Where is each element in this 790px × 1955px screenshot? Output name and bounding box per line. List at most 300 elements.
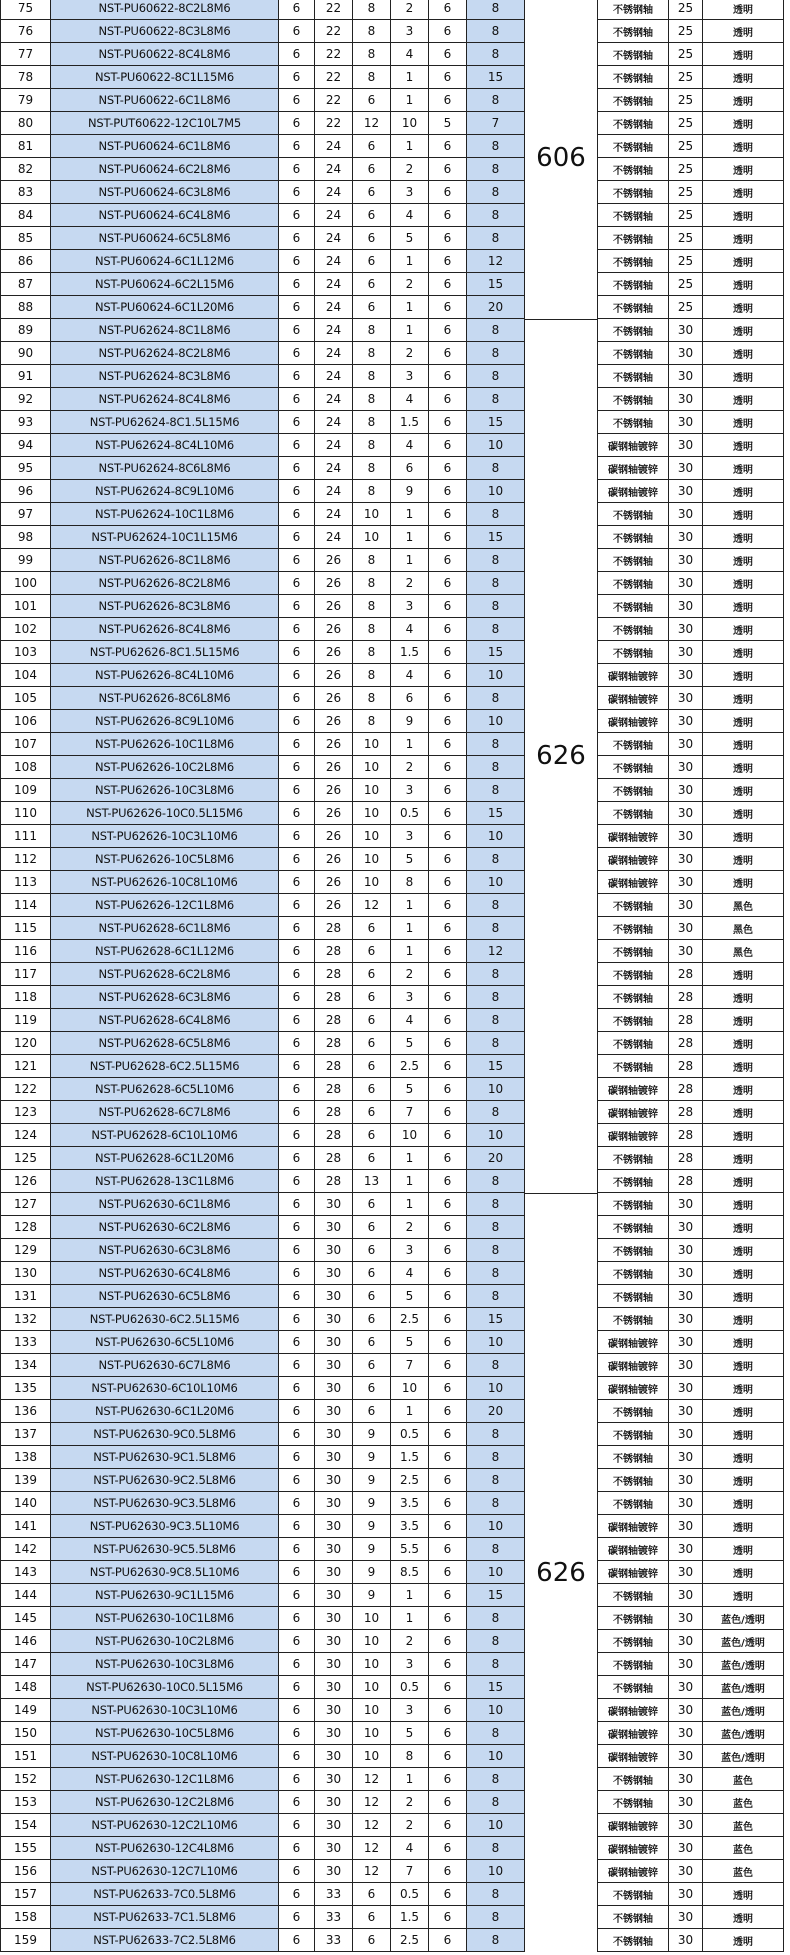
row-number-cell: 115 — [0, 917, 51, 940]
dim-b-cell: 30 — [315, 1400, 353, 1423]
table-row — [0, 1492, 790, 1515]
dim-c-cell: 6 — [353, 963, 391, 986]
dim-a-cell: 6 — [279, 1101, 315, 1124]
dim-f-cell: 8 — [467, 1285, 525, 1308]
table-row — [0, 411, 790, 434]
dim-g-cell: 30 — [669, 457, 703, 480]
dim-f-cell: 10 — [467, 1699, 525, 1722]
dim-b-cell: 28 — [315, 1124, 353, 1147]
shaft-material-cell: 不锈钢轴 — [597, 1469, 669, 1492]
dim-a-cell: 6 — [279, 1929, 315, 1952]
dim-d-cell: 5 — [391, 1078, 429, 1101]
dim-g-cell: 25 — [669, 135, 703, 158]
shaft-material-cell: 不锈钢轴 — [597, 526, 669, 549]
dim-g-cell: 30 — [669, 1262, 703, 1285]
dim-e-cell: 6 — [429, 825, 467, 848]
dim-a-cell: 6 — [279, 1561, 315, 1584]
color-cell: 透明 — [703, 66, 784, 89]
dim-f-cell: 8 — [467, 1791, 525, 1814]
dim-g-cell: 28 — [669, 1124, 703, 1147]
dim-g-cell: 30 — [669, 1630, 703, 1653]
dim-d-cell: 2 — [391, 0, 429, 20]
dim-g-cell: 30 — [669, 1653, 703, 1676]
table-row — [0, 1055, 790, 1078]
dim-e-cell: 6 — [429, 1354, 467, 1377]
table-row — [0, 848, 790, 871]
row-number-cell: 124 — [0, 1124, 51, 1147]
dim-a-cell: 6 — [279, 1170, 315, 1193]
dim-a-cell: 6 — [279, 319, 315, 342]
table-row — [0, 549, 790, 572]
dim-e-cell: 5 — [429, 112, 467, 135]
dim-e-cell: 6 — [429, 1078, 467, 1101]
dim-c-cell: 10 — [353, 1745, 391, 1768]
dim-c-cell: 6 — [353, 1124, 391, 1147]
dim-f-cell: 10 — [467, 1515, 525, 1538]
dim-e-cell: 6 — [429, 1584, 467, 1607]
row-number-cell: 77 — [0, 43, 51, 66]
dim-f-cell: 10 — [467, 664, 525, 687]
dim-b-cell: 26 — [315, 618, 353, 641]
part-code-cell: NST-PU62630-9C8.5L10M6 — [51, 1561, 279, 1584]
color-cell: 蓝色 — [703, 1791, 784, 1814]
table-row — [0, 158, 790, 181]
dim-e-cell: 6 — [429, 250, 467, 273]
dim-f-cell: 10 — [467, 1561, 525, 1584]
dim-f-cell: 15 — [467, 526, 525, 549]
row-number-cell: 120 — [0, 1032, 51, 1055]
dim-c-cell: 10 — [353, 848, 391, 871]
dim-b-cell: 30 — [315, 1607, 353, 1630]
shaft-material-cell: 不锈钢轴 — [597, 733, 669, 756]
dim-e-cell: 6 — [429, 1446, 467, 1469]
dim-d-cell: 1.5 — [391, 1906, 429, 1929]
dim-d-cell: 4 — [391, 388, 429, 411]
dim-a-cell: 6 — [279, 664, 315, 687]
dim-e-cell: 6 — [429, 1699, 467, 1722]
dim-d-cell: 10 — [391, 1377, 429, 1400]
part-code-cell: NST-PU62630-10C5L8M6 — [51, 1722, 279, 1745]
dim-f-cell: 7 — [467, 112, 525, 135]
dim-g-cell: 28 — [669, 1032, 703, 1055]
dim-g-cell: 30 — [669, 1791, 703, 1814]
dim-g-cell: 25 — [669, 112, 703, 135]
dim-f-cell: 8 — [467, 227, 525, 250]
dim-e-cell: 6 — [429, 342, 467, 365]
dim-d-cell: 1 — [391, 940, 429, 963]
dim-c-cell: 10 — [353, 756, 391, 779]
dim-a-cell: 6 — [279, 411, 315, 434]
part-code-cell: NST-PU62630-6C1L20M6 — [51, 1400, 279, 1423]
part-code-cell: NST-PU62624-8C1.5L15M6 — [51, 411, 279, 434]
color-cell: 透明 — [703, 1354, 784, 1377]
dim-a-cell: 6 — [279, 1538, 315, 1561]
part-code-cell: NST-PU62626-10C8L10M6 — [51, 871, 279, 894]
dim-g-cell: 30 — [669, 480, 703, 503]
dim-c-cell: 8 — [353, 365, 391, 388]
dim-b-cell: 26 — [315, 687, 353, 710]
dim-c-cell: 6 — [353, 273, 391, 296]
row-number-cell: 78 — [0, 66, 51, 89]
dim-c-cell: 8 — [353, 480, 391, 503]
dim-a-cell: 6 — [279, 1239, 315, 1262]
dim-d-cell: 1 — [391, 549, 429, 572]
dim-f-cell: 10 — [467, 1860, 525, 1883]
dim-g-cell: 30 — [669, 1929, 703, 1952]
color-cell: 透明 — [703, 1469, 784, 1492]
color-cell: 透明 — [703, 1492, 784, 1515]
color-cell: 透明 — [703, 1446, 784, 1469]
dim-g-cell: 30 — [669, 779, 703, 802]
dim-c-cell: 8 — [353, 319, 391, 342]
shaft-material-cell: 碳钢轴镀锌 — [597, 1860, 669, 1883]
dim-a-cell: 6 — [279, 1055, 315, 1078]
color-cell: 透明 — [703, 1009, 784, 1032]
table-row — [0, 434, 790, 457]
row-number-cell: 155 — [0, 1837, 51, 1860]
dim-e-cell: 6 — [429, 273, 467, 296]
row-number-cell: 122 — [0, 1078, 51, 1101]
table-row — [0, 1354, 790, 1377]
dim-c-cell: 8 — [353, 641, 391, 664]
table-row — [0, 1124, 790, 1147]
table-row — [0, 1768, 790, 1791]
dim-g-cell: 28 — [669, 1009, 703, 1032]
part-code-cell: NST-PU62630-9C3.5L10M6 — [51, 1515, 279, 1538]
dim-e-cell: 6 — [429, 1538, 467, 1561]
table-row — [0, 1676, 790, 1699]
shaft-material-cell: 不锈钢轴 — [597, 20, 669, 43]
dim-b-cell: 26 — [315, 894, 353, 917]
dim-a-cell: 6 — [279, 710, 315, 733]
dim-b-cell: 28 — [315, 1032, 353, 1055]
dim-d-cell: 9 — [391, 710, 429, 733]
table-row — [0, 1561, 790, 1584]
dim-a-cell: 6 — [279, 1860, 315, 1883]
shaft-material-cell: 碳钢轴镀锌 — [597, 1561, 669, 1584]
dim-a-cell: 6 — [279, 1768, 315, 1791]
dim-d-cell: 3.5 — [391, 1492, 429, 1515]
dim-g-cell: 25 — [669, 250, 703, 273]
dim-b-cell: 24 — [315, 250, 353, 273]
part-code-cell: NST-PU62626-8C6L8M6 — [51, 687, 279, 710]
shaft-material-cell: 不锈钢轴 — [597, 894, 669, 917]
dim-b-cell: 30 — [315, 1193, 353, 1216]
row-number-cell: 91 — [0, 365, 51, 388]
table-row — [0, 273, 790, 296]
row-number-cell: 147 — [0, 1653, 51, 1676]
dim-c-cell: 9 — [353, 1423, 391, 1446]
dim-g-cell: 30 — [669, 503, 703, 526]
dim-c-cell: 6 — [353, 1906, 391, 1929]
dim-f-cell: 8 — [467, 1446, 525, 1469]
dim-c-cell: 12 — [353, 894, 391, 917]
dim-b-cell: 24 — [315, 365, 353, 388]
row-number-cell: 151 — [0, 1745, 51, 1768]
color-cell: 蓝色 — [703, 1768, 784, 1791]
dim-f-cell: 8 — [467, 204, 525, 227]
dim-e-cell: 6 — [429, 779, 467, 802]
shaft-material-cell: 不锈钢轴 — [597, 1032, 669, 1055]
table-row — [0, 825, 790, 848]
color-cell: 透明 — [703, 825, 784, 848]
dim-f-cell: 10 — [467, 480, 525, 503]
dim-a-cell: 6 — [279, 296, 315, 319]
dim-a-cell: 6 — [279, 894, 315, 917]
part-code-cell: NST-PU62630-9C5.5L8M6 — [51, 1538, 279, 1561]
table-row — [0, 1101, 790, 1124]
dim-g-cell: 30 — [669, 1722, 703, 1745]
table-row — [0, 1446, 790, 1469]
dim-a-cell: 6 — [279, 756, 315, 779]
dim-g-cell: 30 — [669, 802, 703, 825]
dim-d-cell: 1 — [391, 1400, 429, 1423]
color-cell: 透明 — [703, 664, 784, 687]
dim-g-cell: 28 — [669, 1078, 703, 1101]
dim-f-cell: 8 — [467, 20, 525, 43]
row-number-cell: 142 — [0, 1538, 51, 1561]
shaft-material-cell: 不锈钢轴 — [597, 963, 669, 986]
dim-d-cell: 5.5 — [391, 1538, 429, 1561]
shaft-material-cell: 不锈钢轴 — [597, 572, 669, 595]
row-number-cell: 139 — [0, 1469, 51, 1492]
dim-b-cell: 30 — [315, 1584, 353, 1607]
dim-b-cell: 30 — [315, 1860, 353, 1883]
dim-b-cell: 22 — [315, 112, 353, 135]
row-number-cell: 126 — [0, 1170, 51, 1193]
color-cell: 蓝色/透明 — [703, 1745, 784, 1768]
shaft-material-cell: 碳钢轴镀锌 — [597, 871, 669, 894]
dim-d-cell: 5 — [391, 1285, 429, 1308]
color-cell: 透明 — [703, 963, 784, 986]
row-number-cell: 93 — [0, 411, 51, 434]
dim-c-cell: 12 — [353, 112, 391, 135]
dim-d-cell: 4 — [391, 1262, 429, 1285]
dim-g-cell: 30 — [669, 1745, 703, 1768]
dim-d-cell: 2 — [391, 963, 429, 986]
dim-b-cell: 24 — [315, 273, 353, 296]
dim-f-cell: 8 — [467, 503, 525, 526]
part-code-cell: NST-PU62624-8C2L8M6 — [51, 342, 279, 365]
dim-d-cell: 1 — [391, 319, 429, 342]
table-row — [0, 1078, 790, 1101]
dim-e-cell: 6 — [429, 1423, 467, 1446]
row-number-cell: 125 — [0, 1147, 51, 1170]
dim-e-cell: 6 — [429, 1929, 467, 1952]
color-cell: 透明 — [703, 296, 784, 319]
dim-b-cell: 28 — [315, 1101, 353, 1124]
dim-g-cell: 30 — [669, 319, 703, 342]
part-code-cell: NST-PU62633-7C0.5L8M6 — [51, 1883, 279, 1906]
table-row — [0, 1193, 790, 1216]
table-row — [0, 1331, 790, 1354]
dim-d-cell: 1 — [391, 1147, 429, 1170]
dim-a-cell: 6 — [279, 1699, 315, 1722]
row-number-cell: 116 — [0, 940, 51, 963]
series-divider — [525, 1193, 597, 1194]
dim-c-cell: 6 — [353, 158, 391, 181]
color-cell: 透明 — [703, 1538, 784, 1561]
dim-d-cell: 2 — [391, 1814, 429, 1837]
dim-c-cell: 6 — [353, 986, 391, 1009]
dim-e-cell: 6 — [429, 549, 467, 572]
table-row — [0, 1262, 790, 1285]
part-code-cell: NST-PU62624-8C6L8M6 — [51, 457, 279, 480]
row-number-cell: 117 — [0, 963, 51, 986]
shaft-material-cell: 碳钢轴镀锌 — [597, 480, 669, 503]
part-code-cell: NST-PU62626-10C3L8M6 — [51, 779, 279, 802]
part-code-cell: NST-PU62630-6C4L8M6 — [51, 1262, 279, 1285]
part-code-cell: NST-PU62630-6C10L10M6 — [51, 1377, 279, 1400]
dim-f-cell: 8 — [467, 1883, 525, 1906]
table-row — [0, 227, 790, 250]
dim-g-cell: 30 — [669, 1538, 703, 1561]
dim-a-cell: 6 — [279, 0, 315, 20]
dim-c-cell: 9 — [353, 1446, 391, 1469]
part-code-cell: NST-PU62626-10C5L8M6 — [51, 848, 279, 871]
row-number-cell: 149 — [0, 1699, 51, 1722]
shaft-material-cell: 不锈钢轴 — [597, 986, 669, 1009]
dim-e-cell: 6 — [429, 802, 467, 825]
dim-b-cell: 24 — [315, 526, 353, 549]
dim-g-cell: 25 — [669, 158, 703, 181]
shaft-material-cell: 碳钢轴镀锌 — [597, 457, 669, 480]
dim-d-cell: 0.5 — [391, 802, 429, 825]
dim-a-cell: 6 — [279, 526, 315, 549]
dim-d-cell: 4 — [391, 204, 429, 227]
dim-e-cell: 6 — [429, 1722, 467, 1745]
dim-d-cell: 10 — [391, 112, 429, 135]
dim-a-cell: 6 — [279, 250, 315, 273]
dim-c-cell: 6 — [353, 1055, 391, 1078]
dim-f-cell: 8 — [467, 457, 525, 480]
color-cell: 透明 — [703, 227, 784, 250]
part-code-cell: NST-PU62630-6C5L8M6 — [51, 1285, 279, 1308]
row-number-cell: 106 — [0, 710, 51, 733]
dim-b-cell: 30 — [315, 1561, 353, 1584]
dim-d-cell: 5 — [391, 1331, 429, 1354]
dim-b-cell: 30 — [315, 1676, 353, 1699]
shaft-material-cell: 碳钢轴镀锌 — [597, 1124, 669, 1147]
row-number-cell: 81 — [0, 135, 51, 158]
dim-a-cell: 6 — [279, 457, 315, 480]
table-row — [0, 66, 790, 89]
part-code-cell: NST-PU62630-9C3.5L8M6 — [51, 1492, 279, 1515]
shaft-material-cell: 碳钢轴镀锌 — [597, 1354, 669, 1377]
part-code-cell: NST-PU62626-8C4L10M6 — [51, 664, 279, 687]
dim-c-cell: 9 — [353, 1538, 391, 1561]
dim-f-cell: 8 — [467, 618, 525, 641]
dim-d-cell: 0.5 — [391, 1676, 429, 1699]
shaft-material-cell: 不锈钢轴 — [597, 112, 669, 135]
table-row — [0, 1906, 790, 1929]
shaft-material-cell: 不锈钢轴 — [597, 342, 669, 365]
dim-f-cell: 15 — [467, 411, 525, 434]
table-row — [0, 112, 790, 135]
dim-d-cell: 4 — [391, 1837, 429, 1860]
dim-b-cell: 28 — [315, 986, 353, 1009]
dim-g-cell: 30 — [669, 365, 703, 388]
table-row — [0, 756, 790, 779]
part-code-cell: NST-PU62630-9C1L15M6 — [51, 1584, 279, 1607]
table-row — [0, 1515, 790, 1538]
dim-g-cell: 30 — [669, 641, 703, 664]
color-cell: 透明 — [703, 342, 784, 365]
shaft-material-cell: 不锈钢轴 — [597, 940, 669, 963]
table-row — [0, 779, 790, 802]
part-code-cell: NST-PU62626-10C3L10M6 — [51, 825, 279, 848]
dim-c-cell: 12 — [353, 1791, 391, 1814]
dim-f-cell: 8 — [467, 572, 525, 595]
color-cell: 透明 — [703, 250, 784, 273]
dim-b-cell: 26 — [315, 641, 353, 664]
dim-f-cell: 8 — [467, 1722, 525, 1745]
dim-g-cell: 25 — [669, 20, 703, 43]
dim-c-cell: 6 — [353, 1147, 391, 1170]
dim-e-cell: 6 — [429, 687, 467, 710]
dim-d-cell: 5 — [391, 1032, 429, 1055]
table-row — [0, 1837, 790, 1860]
dim-c-cell: 6 — [353, 1216, 391, 1239]
dim-d-cell: 5 — [391, 227, 429, 250]
dim-a-cell: 6 — [279, 388, 315, 411]
dim-f-cell: 10 — [467, 1814, 525, 1837]
shaft-material-cell: 不锈钢轴 — [597, 227, 669, 250]
dim-d-cell: 7 — [391, 1860, 429, 1883]
dim-e-cell: 6 — [429, 894, 467, 917]
color-cell: 黑色 — [703, 917, 784, 940]
dim-f-cell: 8 — [467, 963, 525, 986]
dim-a-cell: 6 — [279, 1377, 315, 1400]
shaft-material-cell: 不锈钢轴 — [597, 1308, 669, 1331]
dim-a-cell: 6 — [279, 549, 315, 572]
dim-g-cell: 30 — [669, 1607, 703, 1630]
table-row — [0, 1791, 790, 1814]
dim-c-cell: 8 — [353, 687, 391, 710]
row-number-cell: 143 — [0, 1561, 51, 1584]
row-number-cell: 90 — [0, 342, 51, 365]
dim-e-cell: 6 — [429, 43, 467, 66]
dim-d-cell: 1.5 — [391, 411, 429, 434]
dim-b-cell: 24 — [315, 411, 353, 434]
table-row — [0, 986, 790, 1009]
shaft-material-cell: 碳钢轴镀锌 — [597, 1699, 669, 1722]
dim-b-cell: 33 — [315, 1906, 353, 1929]
dim-d-cell: 1 — [391, 894, 429, 917]
dim-d-cell: 3 — [391, 986, 429, 1009]
dim-f-cell: 10 — [467, 1078, 525, 1101]
row-number-cell: 119 — [0, 1009, 51, 1032]
dim-d-cell: 2 — [391, 756, 429, 779]
dim-f-cell: 15 — [467, 802, 525, 825]
series-label: 606 — [536, 143, 586, 173]
dim-a-cell: 6 — [279, 1814, 315, 1837]
dim-b-cell: 28 — [315, 963, 353, 986]
dim-b-cell: 30 — [315, 1239, 353, 1262]
dim-d-cell: 5 — [391, 848, 429, 871]
dim-b-cell: 24 — [315, 204, 353, 227]
part-code-cell: NST-PU62626-8C4L8M6 — [51, 618, 279, 641]
shaft-material-cell: 不锈钢轴 — [597, 66, 669, 89]
color-cell: 蓝色/透明 — [703, 1630, 784, 1653]
dim-f-cell: 8 — [467, 1653, 525, 1676]
dim-g-cell: 30 — [669, 572, 703, 595]
color-cell: 黑色 — [703, 894, 784, 917]
dim-f-cell: 8 — [467, 1216, 525, 1239]
dim-c-cell: 10 — [353, 733, 391, 756]
part-code-cell: NST-PU62628-13C1L8M6 — [51, 1170, 279, 1193]
dim-c-cell: 10 — [353, 1676, 391, 1699]
